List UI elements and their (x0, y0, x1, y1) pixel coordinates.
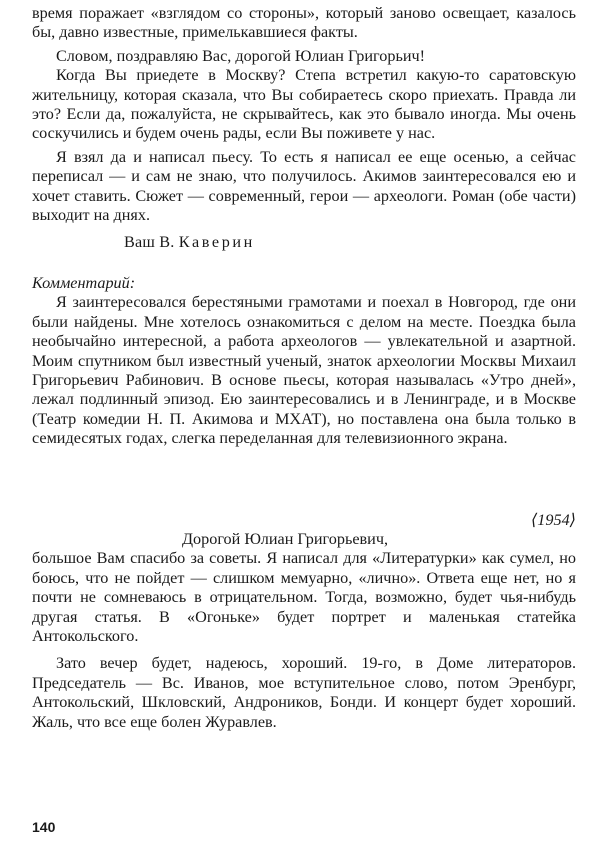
letter1-paragraph-visit: Когда Вы приедете в Москву? Степа встретил какую-то саратовскую жительницу, которая сказала, что Вы собираетесь скоро приехать. Правда ли это? Если да, пожалуйста, не скрывайтесь, как это бывало иногда. Мы очень соскучились и будем очень рады, если Вы поживете у нас. (32, 66, 576, 143)
letter2-paragraph-thanks: большое Вам спасибо за советы. Я написал для «Литературки» как сумел, но боюсь, что не пойдет — слишком мемуарно, «лично». Ответа еще нет, но я почти не сомневаюсь в отрицательном. Тогда, возможно, будет чья-нибудь другая статья. В «Огоньке» будет портрет и маленькая статейка Антокольского. (32, 549, 576, 645)
letter2-paragraph-evening: Зато вечер будет, надеюсь, хороший. 19-го, в Доме литераторов. Председатель — Вс. Иванов, мое вступительное слово, потом Эренбург, Антокольский, Шкловский, Андроников, Бонди. И концерт будет хороший. Жаль, что все еще болен Журавлев. (32, 654, 576, 731)
signature-prefix: Ваш В. (124, 233, 179, 252)
book-page (32, 4, 576, 732)
page-number: 140 (32, 819, 56, 835)
comment-heading: Комментарий: (32, 273, 136, 292)
letter2-salutation: Дорогой Юлиан Григорьевич, (182, 529, 389, 548)
letter1-signature (32, 233, 576, 252)
comment-text: Я заинтересовался берестяными грамотами и поехал в Новгород, где они были найдены. Мне хотелось ознакомиться с делом на месте. Поездка была необычайно интересной, а работа археологов — увлекательной и азартной. Моим спутником был известный ученый, знаток археологии Москвы Михаил Григорьевич Рабинович. В основе пьесы, которая называлась «Утро дней», лежал подлинный эпизод. Ею заинтересовались и в Ленинграде, и в Москве (Театр комедии Н. П. Акимова и МХАТ), но поставлена она была только в семидесятых годах, слегка переделанная для телевизионного экрана. (32, 293, 576, 448)
letter1-paragraph-continuation: время поражает «взглядом со стороны», который заново освещает, казалось бы, давно известные, примелькавшиеся факты. (32, 4, 576, 42)
letter2-date: ⟨1954⟩ (530, 510, 576, 529)
letter1-paragraph-play: Я взял да и написал пьесу. То есть я написал ее еще осенью, а сейчас переписал — и сам не знаю, что получилось. Акимов заинтересовался ею и хочет ставить. Сюжет — современный, герои — археологи. Роман (обе части) выходит на днях. (32, 147, 576, 225)
signature-name: Каверин (178, 233, 255, 252)
letter1-paragraph-congrats: Словом, поздравляю Вас, дорогой Юлиан Григорьич! (56, 46, 426, 65)
